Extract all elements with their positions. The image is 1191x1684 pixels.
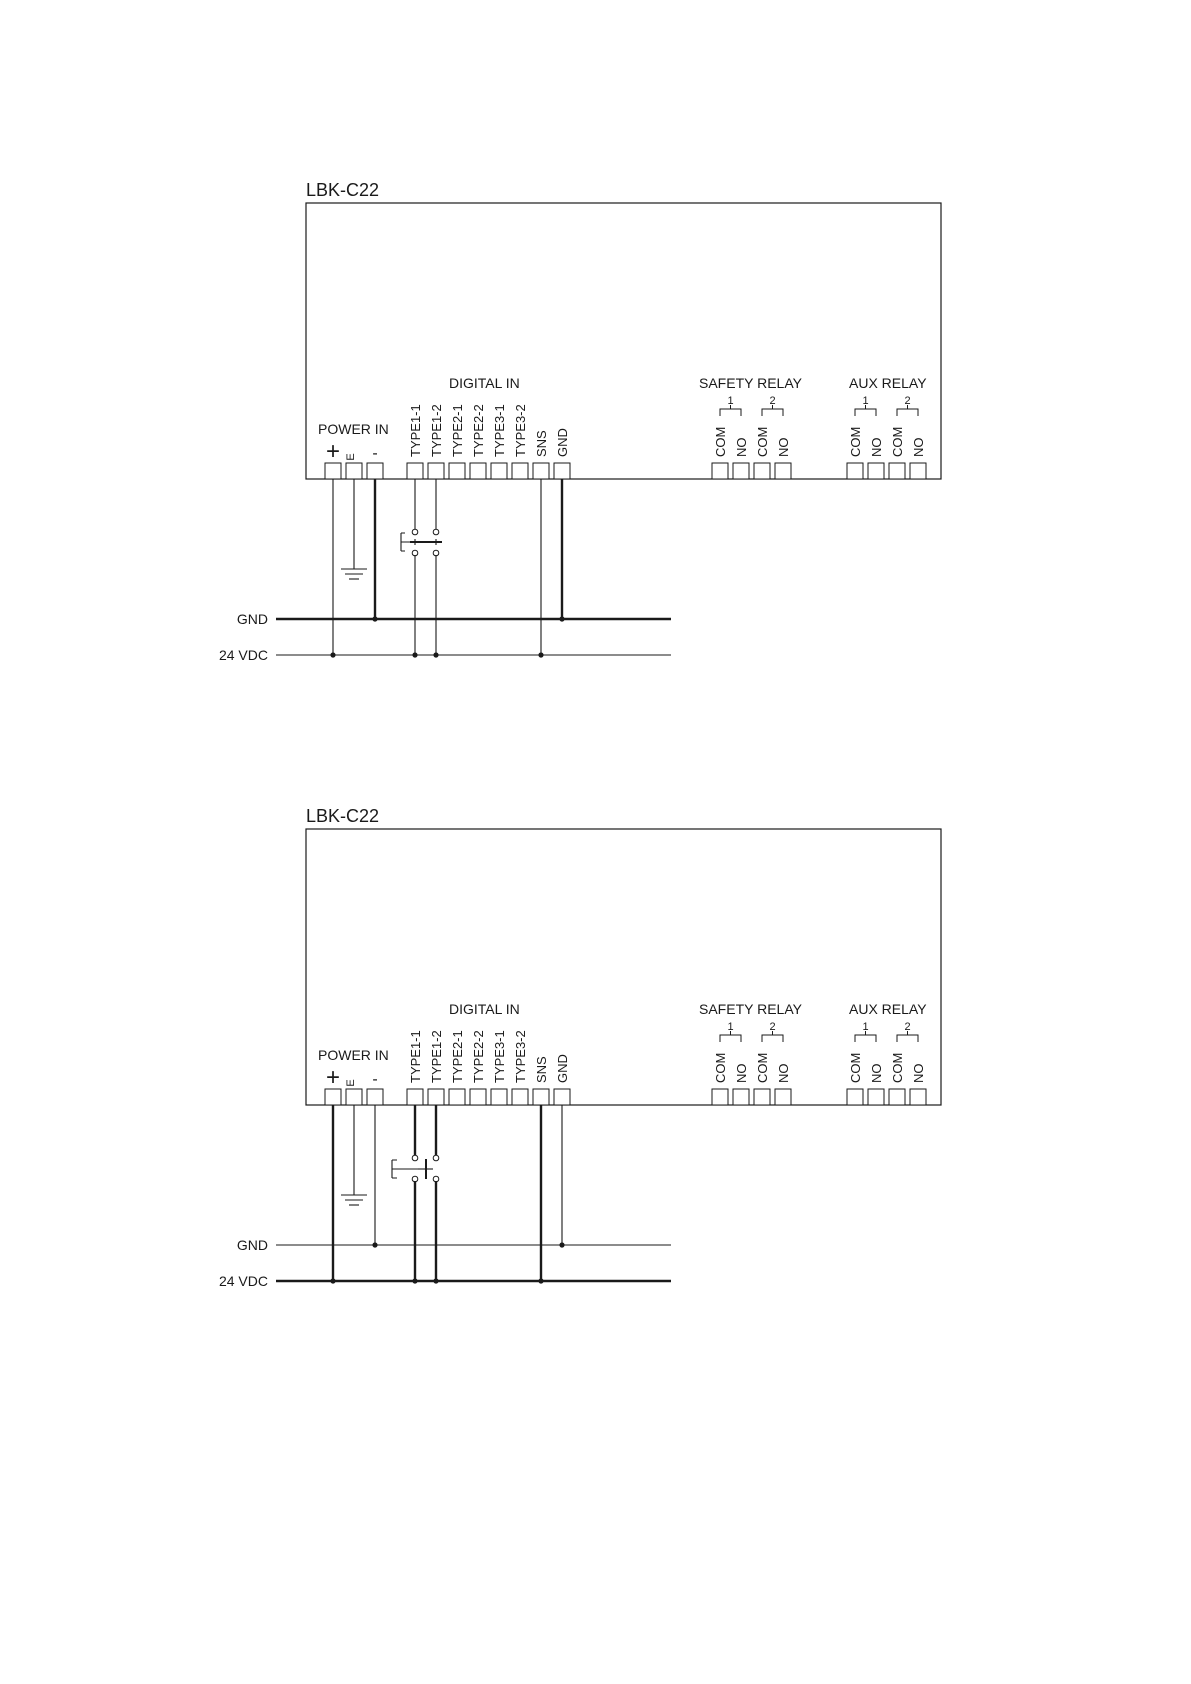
earth-symbol: E [345, 1079, 357, 1087]
digital-terminal-label: TYPE3-2 [513, 1030, 528, 1083]
safety-relay-terminal [775, 1089, 791, 1105]
digital-terminal-label: SNS [534, 1056, 549, 1083]
relay-2-number: 2 [904, 395, 911, 407]
aux-relay-terminal-label: COM [890, 1052, 905, 1083]
power-terminal [325, 463, 341, 479]
aux-relay-terminal-label: COM [848, 426, 863, 457]
safety-relay-terminal-label: COM [755, 1052, 770, 1083]
relay-1-number: 1 [862, 395, 869, 407]
digital-terminal [407, 1089, 423, 1105]
power-terminal [367, 1089, 383, 1105]
minus-symbol: - [372, 1071, 378, 1088]
push-button-actuator [392, 1160, 426, 1178]
contact-terminal [412, 550, 418, 556]
safety-relay-terminal [733, 1089, 749, 1105]
relay-1-number: 1 [727, 1021, 734, 1033]
safety-relay-terminal [712, 463, 728, 479]
minus-symbol: - [372, 445, 378, 462]
digital-terminal-label: GND [555, 1054, 570, 1083]
digital-terminal [512, 1089, 528, 1105]
power-in-label: POWER IN [318, 421, 389, 437]
digital-terminal [533, 1089, 549, 1105]
digital-terminal [428, 1089, 444, 1105]
digital-terminal-label: TYPE2-2 [471, 404, 486, 457]
contact-terminal [412, 529, 418, 535]
aux-relay-terminal-label: COM [890, 426, 905, 457]
digital-terminal [554, 1089, 570, 1105]
minus-junction [372, 616, 377, 621]
aux-relay-terminal [910, 463, 926, 479]
digital-terminal [512, 463, 528, 479]
type1-1-junction [412, 652, 417, 657]
gnd-junction [559, 616, 564, 621]
vdc-rail-label: 24 VDC [218, 647, 268, 663]
vdc-rail-label: 24 VDC [218, 1273, 268, 1289]
digital-terminal-label: TYPE2-1 [450, 404, 465, 457]
type1-2-junction [433, 1278, 438, 1283]
digital-terminal-label: TYPE1-1 [408, 404, 423, 457]
plus-junction [330, 652, 335, 657]
type1-2-junction [433, 652, 438, 657]
power-terminal [346, 1089, 362, 1105]
module-title: LBK-C22 [306, 806, 380, 826]
digital-terminal-label: TYPE2-2 [471, 1030, 486, 1083]
aux-relay-terminal [910, 1089, 926, 1105]
digital-terminal-label: TYPE1-1 [408, 1030, 423, 1083]
safety-relay-terminal-label: COM [713, 426, 728, 457]
relay-1-number: 1 [862, 1021, 869, 1033]
aux-relay-terminal [868, 1089, 884, 1105]
safety-relay-terminal-label: NO [776, 1063, 791, 1083]
aux-relay-label: AUX RELAY [849, 375, 927, 391]
diagram-1 [219, 180, 941, 663]
digital-in-label: DIGITAL IN [449, 375, 520, 391]
contact-terminal [433, 550, 439, 556]
module-box [306, 829, 941, 1105]
digital-terminal-label: TYPE1-2 [429, 404, 444, 457]
contact-terminal [433, 1176, 439, 1182]
gnd-rail-label: GND [236, 611, 268, 627]
digital-terminal [533, 463, 549, 479]
safety-relay-terminal [775, 463, 791, 479]
safety-relay-terminal [754, 463, 770, 479]
power-terminal [325, 1089, 341, 1105]
digital-terminal [449, 463, 465, 479]
safety-relay-terminal-label: NO [734, 1063, 749, 1083]
safety-relay-label: SAFETY RELAY [699, 1001, 802, 1017]
minus-junction [372, 1242, 377, 1247]
safety-relay-terminal-label: NO [776, 437, 791, 457]
aux-relay-terminal-label: NO [911, 1063, 926, 1083]
sns-junction [538, 652, 543, 657]
aux-relay-terminal [847, 463, 863, 479]
aux-relay-terminal [889, 1089, 905, 1105]
safety-relay-terminal-label: NO [734, 437, 749, 457]
contact-terminal [433, 1155, 439, 1161]
aux-relay-terminal-label: COM [848, 1052, 863, 1083]
digital-terminal [428, 463, 444, 479]
plus-junction [330, 1278, 335, 1283]
digital-terminal [554, 463, 570, 479]
gnd-rail-label: GND [236, 1237, 268, 1253]
power-in-label: POWER IN [318, 1047, 389, 1063]
digital-terminal [470, 463, 486, 479]
aux-relay-terminal [889, 463, 905, 479]
power-terminal [346, 463, 362, 479]
module-title: LBK-C22 [306, 180, 380, 200]
plus-symbol: + [325, 1064, 341, 1091]
aux-relay-terminal-label: NO [869, 1063, 884, 1083]
digital-terminal [449, 1089, 465, 1105]
digital-in-label: DIGITAL IN [449, 1001, 520, 1017]
digital-terminal-label: TYPE3-2 [513, 404, 528, 457]
aux-relay-terminal-label: NO [911, 437, 926, 457]
module-box [306, 203, 941, 479]
earth-symbol: E [345, 453, 357, 461]
digital-terminal-label: TYPE1-2 [429, 1030, 444, 1083]
type1-1-junction [412, 1278, 417, 1283]
relay-1-number: 1 [727, 395, 734, 407]
relay-2-number: 2 [904, 1021, 911, 1033]
contact-terminal [433, 529, 439, 535]
safety-relay-terminal [733, 463, 749, 479]
digital-terminal-label: SNS [534, 430, 549, 457]
contact-terminal [412, 1176, 418, 1182]
digital-terminal-label: TYPE3-1 [492, 1030, 507, 1083]
push-button-actuator [401, 533, 410, 551]
digital-terminal [407, 463, 423, 479]
power-terminal [367, 463, 383, 479]
diagram-2 [219, 806, 941, 1289]
safety-relay-terminal-label: COM [755, 426, 770, 457]
digital-terminal-label: TYPE3-1 [492, 404, 507, 457]
aux-relay-terminal [868, 463, 884, 479]
aux-relay-terminal-label: NO [869, 437, 884, 457]
safety-relay-label: SAFETY RELAY [699, 375, 802, 391]
safety-relay-terminal [712, 1089, 728, 1105]
safety-relay-terminal [754, 1089, 770, 1105]
aux-relay-label: AUX RELAY [849, 1001, 927, 1017]
contact-terminal [412, 1155, 418, 1161]
digital-terminal-label: GND [555, 428, 570, 457]
sns-junction [538, 1278, 543, 1283]
plus-symbol: + [325, 438, 341, 465]
safety-relay-terminal-label: COM [713, 1052, 728, 1083]
digital-terminal [491, 463, 507, 479]
relay-2-number: 2 [769, 395, 776, 407]
digital-terminal-label: TYPE2-1 [450, 1030, 465, 1083]
digital-terminal [491, 1089, 507, 1105]
aux-relay-terminal [847, 1089, 863, 1105]
relay-2-number: 2 [769, 1021, 776, 1033]
gnd-junction [559, 1242, 564, 1247]
digital-terminal [470, 1089, 486, 1105]
